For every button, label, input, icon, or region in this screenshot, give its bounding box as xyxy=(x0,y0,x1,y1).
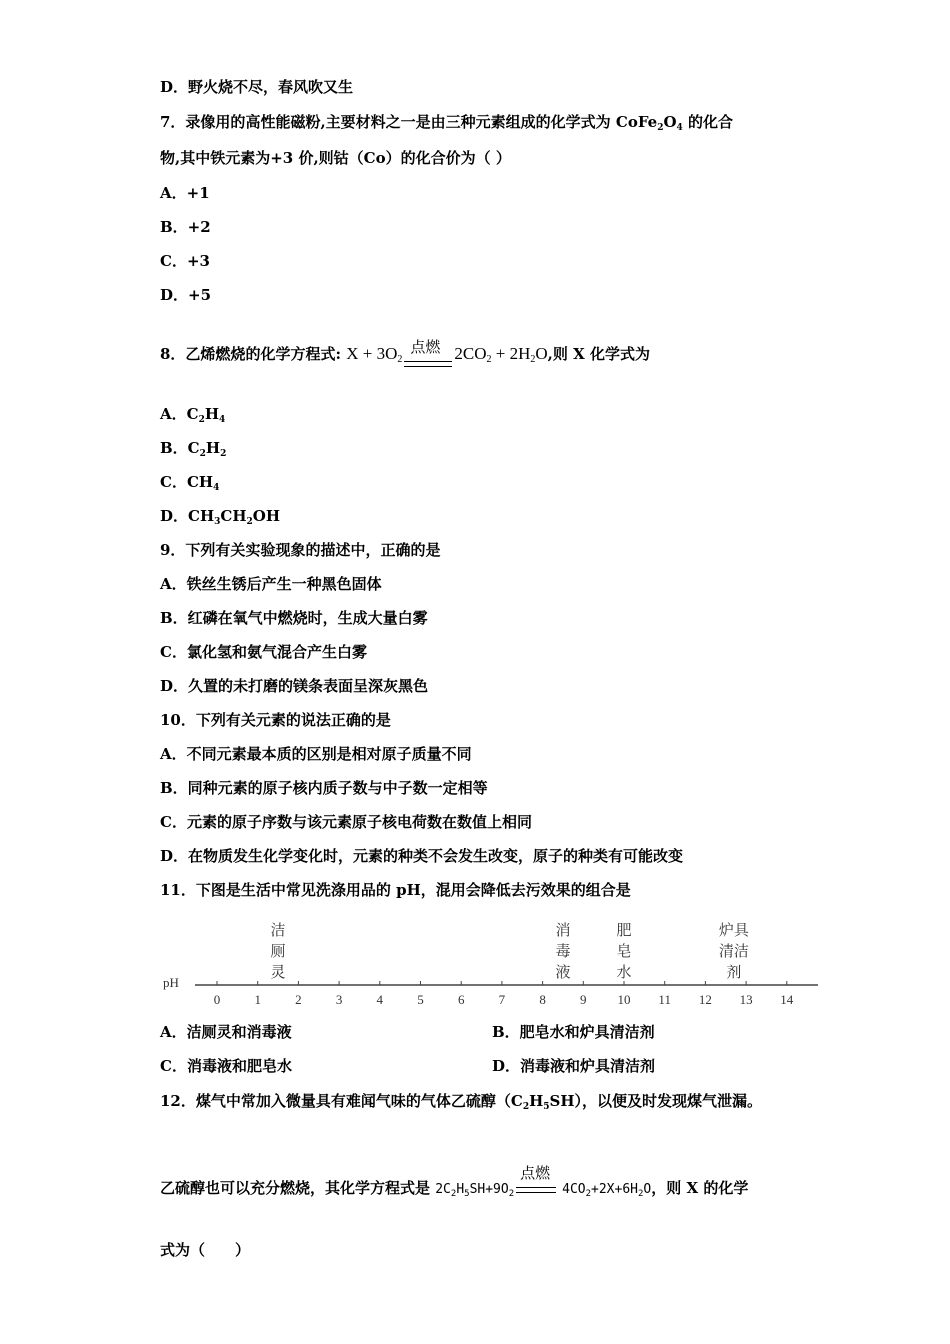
q8-option-b: B．$C_2H_2$ xyxy=(160,439,227,459)
q11-option-d: D．消毒液和炉具清洁剂 xyxy=(492,1057,656,1075)
q8-stem: 8．乙烯燃烧的化学方程式: $X + 3O_2$ 点燃 $2CO_2 + 2H_2O$,则 X 化学式为 xyxy=(160,338,650,365)
q7-option-c: C．+3 xyxy=(160,252,210,270)
ph-tick-label: 14 xyxy=(780,992,794,1007)
q12-stem-end: 式为（ ） xyxy=(160,1241,251,1259)
q10-option-c: C．元素的原子序数与该元素原子核电荷数在数值上相同 xyxy=(160,813,532,831)
q10-stem: 10．下列有关元素的说法正确的是 xyxy=(160,711,391,729)
ph-item-label: 肥 xyxy=(616,921,632,939)
ph-item-label: 厕 xyxy=(270,942,286,960)
ph-item-label: 皂 xyxy=(616,942,632,960)
q7-stem-line2: 物,其中铁元素为+3 价,则钴（Co）的化合价为（ ） xyxy=(160,149,511,167)
q8-arrow xyxy=(404,361,452,367)
q11-option-b: B．肥皂水和炉具清洁剂 xyxy=(492,1023,655,1041)
q10-option-a: A．不同元素最本质的区别是相对原子质量不同 xyxy=(160,745,472,763)
ph-tick-label: 10 xyxy=(617,992,631,1007)
ph-tick-label: 12 xyxy=(698,992,712,1007)
ph-tick-label: 0 xyxy=(213,992,221,1007)
ph-item-label: 洁 xyxy=(270,921,286,939)
q9-option-c: C．氯化氢和氨气混合产生白雾 xyxy=(160,643,367,661)
q12-condition: 点燃 xyxy=(520,1164,551,1182)
ph-item-label: 水 xyxy=(616,963,632,981)
ph-tick-label: 9 xyxy=(580,992,587,1007)
q11-stem: 11．下图是生活中常见洗涤用品的 pH，混用会降低去污效果的组合是 xyxy=(160,881,631,899)
q8-option-d: D．$CH_3CH_2OH$ xyxy=(160,507,281,527)
ph-tick-label: 2 xyxy=(295,992,302,1007)
ph-scale-figure xyxy=(155,905,825,1010)
q8-condition: 点燃 xyxy=(410,338,441,356)
q11-option-a: A．洁厕灵和消毒液 xyxy=(160,1023,292,1041)
q8-option-c: C．$CH_4$ xyxy=(160,473,220,493)
ph-item-label: 毒 xyxy=(555,942,571,960)
ph-item-label: 清洁 xyxy=(718,942,749,960)
ph-item-label: 消 xyxy=(555,921,571,939)
q10-option-b: B．同种元素的原子核内质子数与中子数一定相等 xyxy=(160,779,488,797)
ph-item-label: 剂 xyxy=(726,963,742,981)
ph-tick-label: 11 xyxy=(658,992,671,1007)
ph-tick-label: 3 xyxy=(335,992,343,1007)
q6-option-d: D．野火烧不尽，春风吹又生 xyxy=(160,78,354,96)
ph-item-label: 炉具 xyxy=(718,921,749,939)
ph-item-label: 灵 xyxy=(270,963,286,981)
ph-tick-label: 1 xyxy=(254,992,261,1007)
q7-option-b: B．+2 xyxy=(160,218,211,236)
q11-option-c: C．消毒液和肥皂水 xyxy=(160,1057,292,1075)
ph-tick-label: 13 xyxy=(739,992,753,1007)
q9-option-d: D．久置的未打磨的镁条表面呈深灰黑色 xyxy=(160,677,429,695)
q9-stem: 9．下列有关实验现象的描述中，正确的是 xyxy=(160,541,441,559)
q7-option-d: D．+5 xyxy=(160,286,212,304)
q9-option-b: B．红磷在氧气中燃烧时，生成大量白雾 xyxy=(160,609,428,627)
ph-tick-label: 6 xyxy=(457,992,465,1007)
ph-axis-label: pH xyxy=(163,975,179,990)
q8-option-a: A．$C_2H_4$ xyxy=(160,405,226,425)
ph-tick-label: 4 xyxy=(376,992,384,1007)
q7-option-a: A．+1 xyxy=(160,184,210,202)
q9-option-a: A．铁丝生锈后产生一种黑色固体 xyxy=(160,575,382,593)
q12-equation-line: 乙硫醇也可以充分燃烧，其化学方程式是 $2C_2H_5SH+9O_2$ 点燃 $4CO_2+2X+6H_2O$，则 X 的化学 xyxy=(160,1164,749,1199)
ph-tick-label: 5 xyxy=(417,992,424,1007)
q10-option-d: D．在物质发生化学变化时，元素的种类不会发生改变，原子的种类有可能改变 xyxy=(160,847,684,865)
q8-equation: $X + 3O_2$ 点燃 $2CO_2 + 2H_2O$ xyxy=(346,338,548,365)
q12-stem: 12．煤气中常加入微量具有难闻气味的气体乙硫醇$(C_2H_5SH)$，以便及时发现煤气泄漏。 xyxy=(160,1092,763,1112)
q12-equation: $2C_2H_5SH+9O_2$ 点燃 $4CO_2+2X+6H_2O$ xyxy=(435,1164,652,1199)
q7-stem-line1: 7．录像用的高性能磁粉,主要材料之一是由三种元素组成的化学式为 $CoFe_2O_4$ 的化合 xyxy=(160,113,734,133)
ph-tick-label: 7 xyxy=(498,992,506,1007)
ph-item-label: 液 xyxy=(555,963,571,981)
ph-tick-label: 8 xyxy=(539,992,546,1007)
q12-arrow xyxy=(516,1187,556,1193)
